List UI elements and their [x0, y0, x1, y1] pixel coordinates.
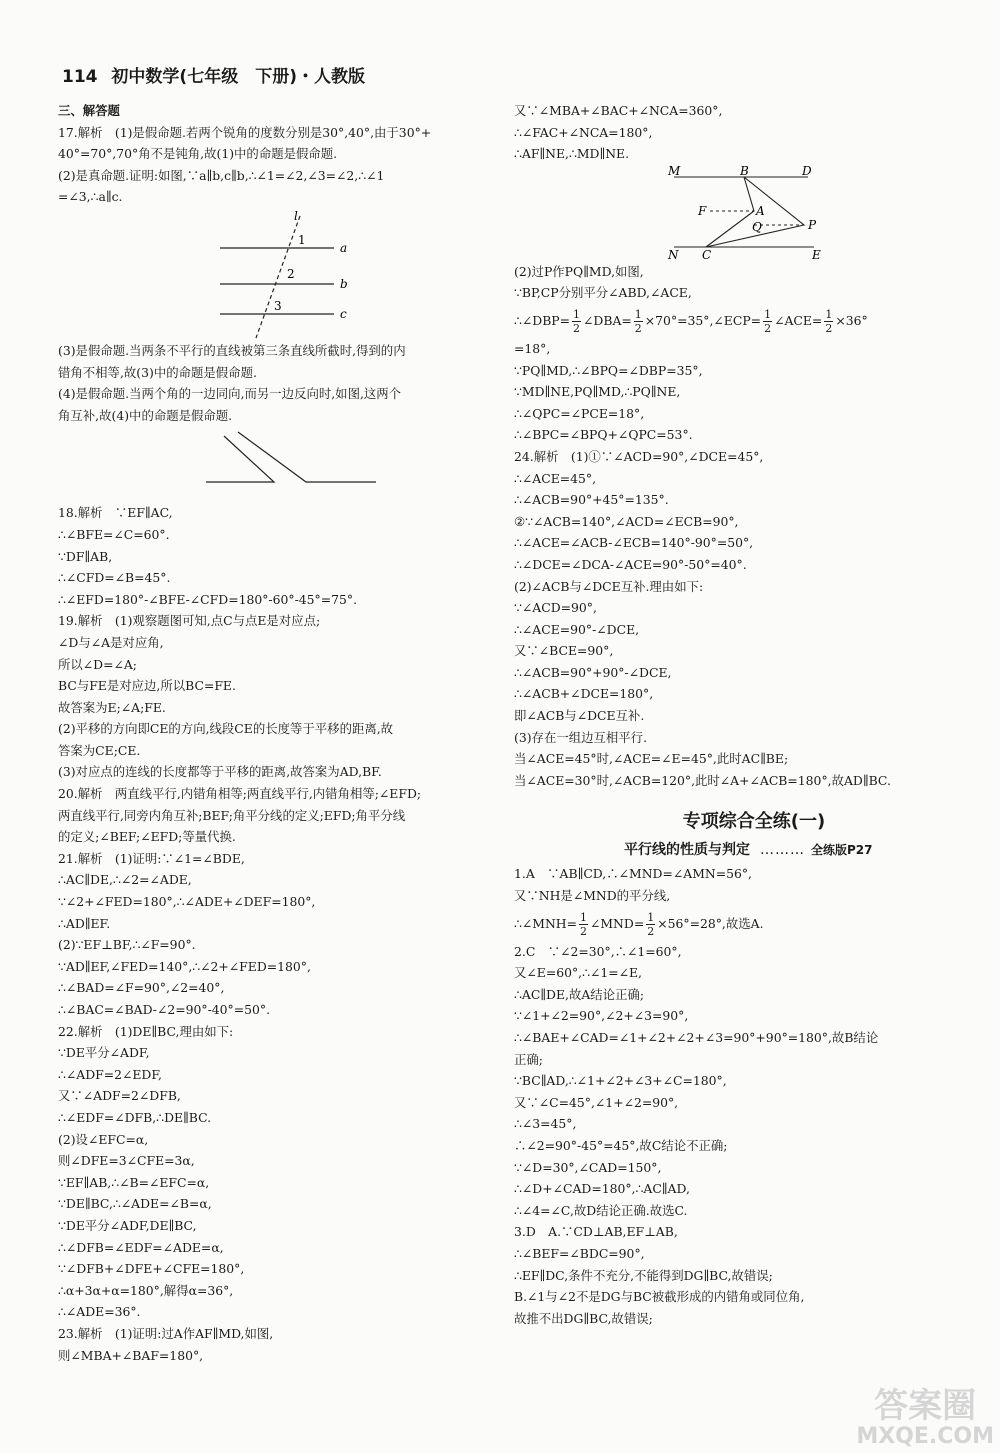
- exercise-1: [514, 863, 954, 940]
- answer-line: ∵AD∥EF,∠FED=140°,∴∠2+∠FED=180°,: [58, 958, 311, 974]
- answer-line: 答案为CE;CE.: [58, 742, 141, 758]
- answer-line: ∴∠ACE=45°,: [514, 470, 597, 486]
- answer-line: 角互补,故(4)中的命题是假命题.: [58, 407, 233, 423]
- answer-line: 24.解析 (1)①∵∠ACD=90°,∠DCE=45°,: [514, 448, 764, 464]
- label-E: E: [812, 247, 821, 261]
- answer-line: (3)对应点的连线的长度都等于平移的距离,故答案为AD,BF.: [58, 764, 382, 780]
- answer-line: 18.解析 ∵EF∥AC,: [58, 505, 173, 521]
- text-part: ×56°=28°,故选A.: [657, 915, 764, 931]
- left-column: [58, 100, 490, 1366]
- text-part: ∴∠MNH=: [514, 915, 577, 931]
- answer-line: 又∵∠MBA+∠BAC+∠NCA=360°,: [514, 103, 723, 118]
- answer-line: ∴∠DCE=∠DCA-∠ACE=90°-50°=40°.: [514, 556, 747, 572]
- answer-line: ∴∠BPC=∠BPQ+∠QPC=53°.: [514, 427, 693, 443]
- book-title: 初中数学(七年级 下册)・人教版: [111, 67, 365, 87]
- denominator: 2: [634, 321, 642, 335]
- answer-line: 则∠MBA+∠BAF=180°,: [58, 1347, 204, 1363]
- parallel-lines-figure: [58, 208, 490, 340]
- answer-line: ∵MD∥NE,PQ∥MD,∴PQ∥NE,: [514, 384, 681, 400]
- label-Q: Q: [752, 219, 762, 234]
- supplementary-angles-figure: [58, 426, 490, 502]
- text-part: ∠MND=: [589, 915, 645, 931]
- right-column: [514, 100, 954, 1329]
- answer-line: ∴∠ADF=2∠EDF,: [58, 1066, 162, 1082]
- page-header: [62, 62, 365, 87]
- answer-line: ∴AF∥NE,∴MD∥NE.: [514, 146, 630, 162]
- answer-line: 所以∠D=∠A;: [58, 656, 137, 672]
- numerator: 1: [825, 307, 833, 321]
- text-part: ∠ACE=: [774, 312, 823, 328]
- answer-19: [58, 610, 490, 783]
- answer-17-cont: [58, 340, 490, 426]
- answer-line: ∴∠ACB=90°+45°=135°.: [514, 492, 669, 508]
- answer-line: 又∵∠C=45°,∠1+∠2=90°,: [514, 1094, 679, 1110]
- numerator: 1: [764, 307, 772, 321]
- answer-line: ∵∠ACD=90°,: [514, 600, 597, 616]
- fraction-line: [514, 907, 954, 941]
- answer-line: ②∵∠ACB=140°,∠ACD=∠ECB=90°,: [514, 513, 739, 529]
- answer-line: ∵BC∥AD,∴∠1+∠2+∠3+∠C=180°,: [514, 1073, 727, 1089]
- answer-23-part2: [514, 261, 954, 446]
- answer-line: ∴∠ADE=36°.: [58, 1304, 141, 1320]
- answer-line: (3)是假命题.当两条不平行的直线被第三条直线所截时,得到的内: [58, 342, 406, 358]
- geometry-figure-mbd: [514, 165, 954, 261]
- answer-17: [58, 122, 490, 208]
- label-l: l: [294, 208, 298, 223]
- answer-line: ∴EF∥DC,条件不充分,不能得到DG∥BC,故错误;: [514, 1267, 773, 1283]
- answer-line: ∴∠4=∠C,故D结论正确.故选C.: [514, 1202, 688, 1218]
- answer-line: ∴AC∥DE,故A结论正确;: [514, 986, 645, 1002]
- label-N: N: [668, 247, 679, 261]
- answer-line: (2)∵EF⊥BF,∴∠F=90°.: [58, 937, 196, 953]
- answer-line: ∴∠3=45°,: [514, 1116, 577, 1132]
- label-A: A: [756, 203, 765, 218]
- answer-line: ∵DE∥BC,∴∠ADE=∠B=α,: [58, 1196, 212, 1212]
- answer-line: ∴∠BEF=∠BDC=90°,: [514, 1245, 645, 1261]
- answer-line: 两直线平行,同旁内角互补;BEF;角平分线的定义;EFD;角平分线: [58, 807, 406, 823]
- denominator: 2: [764, 321, 772, 335]
- answer-line: =∠3,∴a∥c.: [58, 189, 123, 205]
- text-part: ×36°: [835, 312, 868, 328]
- answer-line: 又∠E=60°,∴∠1=∠E,: [514, 965, 642, 981]
- fraction: [634, 308, 643, 335]
- answer-line: B.∠1与∠2不是DG与BC被截形成的内错角或同位角,: [514, 1289, 805, 1305]
- exercise-3: [514, 1221, 954, 1329]
- numerator: 1: [573, 307, 581, 321]
- answer-line: (4)是假命题.当两个角的一边同向,而另一边反向时,如图,这两个: [58, 386, 402, 402]
- text-part: ∠DBA=: [583, 312, 632, 328]
- answer-line: 的定义;∠BEF;∠EFD;等量代换.: [58, 829, 236, 845]
- answer-line: ∠D与∠A是对应角,: [58, 634, 164, 650]
- answer-line: ∴∠BAE+∠CAD=∠1+∠2+∠2+∠3=90°+90°=180°,故B结论: [514, 1030, 879, 1045]
- answer-line: ∵∠1+∠2=90°,∠2+∠3=90°,: [514, 1008, 689, 1024]
- answer-line: ∴∠BFE=∠C=60°.: [58, 526, 170, 542]
- text-part: ×70°=35°,∠ECP=: [644, 312, 762, 328]
- answer-line: ∴∠ACB+∠DCE=180°,: [514, 686, 654, 702]
- answer-line: ∴AD∥EF.: [58, 915, 111, 931]
- fraction: [646, 911, 655, 938]
- answer-line: ∵∠D=30°,∠CAD=150°,: [514, 1159, 662, 1175]
- answer-22: [58, 1021, 490, 1323]
- answer-18: [58, 502, 490, 610]
- numerator: 1: [579, 910, 587, 924]
- denominator: 2: [825, 321, 833, 335]
- fraction: [763, 308, 772, 335]
- answer-line: (2)过P作PQ∥MD,如图,: [514, 263, 644, 279]
- label-F: F: [698, 203, 707, 218]
- answer-line: (2)设∠EFC=α,: [58, 1131, 149, 1147]
- fraction: [572, 308, 581, 335]
- answer-line: (2)∠ACB与∠DCE互补.理由如下:: [514, 578, 704, 594]
- label-angle-2: 2: [287, 266, 295, 281]
- answer-21: [58, 848, 490, 1021]
- answer-line: ∴∠CFD=∠B=45°.: [58, 570, 171, 586]
- label-P: P: [808, 217, 817, 232]
- answer-line: 则∠DFE=3∠CFE=3α,: [58, 1153, 195, 1169]
- answer-24: [514, 446, 954, 792]
- label-b: b: [340, 276, 348, 291]
- watermark-line: 答案圈: [874, 1386, 977, 1426]
- denominator: 2: [647, 924, 655, 938]
- numerator: 1: [647, 910, 655, 924]
- answer-line: ∴∠EDF=∠DFB,∴DE∥BC.: [58, 1109, 212, 1125]
- page-reference: 全练版P27: [811, 843, 873, 858]
- fraction-line: [514, 304, 954, 338]
- answer-line: 当∠ACE=45°时,∠ACE=∠E=45°,此时AC∥BE;: [514, 751, 789, 767]
- answer-line: 17.解析 (1)是假命题.若两个锐角的度数分别是30°,40°,由于30°+: [58, 124, 432, 140]
- answer-line: ∴∠EFD=180°-∠BFE-∠CFD=180°-60°-45°=75°.: [58, 591, 358, 607]
- fraction: [824, 308, 833, 335]
- section-heading: 三、解答题: [58, 103, 120, 118]
- answer-line: ∴∠2=90°-45°=45°,故C结论不正确;: [514, 1137, 728, 1153]
- answer-line: 即∠ACB与∠DCE互补.: [514, 708, 645, 724]
- leader-dots: ………: [760, 842, 805, 859]
- answer-23: [58, 1323, 490, 1366]
- answer-line: 23.解析 (1)证明:过A作AF∥MD,如图,: [58, 1325, 274, 1341]
- answer-line: 22.解析 (1)DE∥BC,理由如下:: [58, 1023, 234, 1039]
- subtitle-text: 平行线的性质与判定: [624, 842, 750, 859]
- answer-line: 又∵∠BCE=90°,: [514, 643, 614, 659]
- exercise-2: [514, 941, 954, 1222]
- label-C: C: [702, 247, 712, 261]
- answer-line: ∵DE平分∠ADF,: [58, 1045, 150, 1061]
- answer-line: 错角不相等,故(3)中的命题是假命题.: [58, 364, 257, 380]
- answer-line: (2)平移的方向即CE的方向,线段CE的长度等于平移的距离,故: [58, 721, 394, 737]
- answer-line: ∴∠DFB=∠EDF=∠ADE=α,: [58, 1239, 224, 1255]
- fraction: [579, 911, 588, 938]
- answer-line: ∴∠BAC=∠BAD-∠2=90°-40°=50°.: [58, 1002, 271, 1017]
- label-angle-3: 3: [274, 298, 282, 313]
- answer-20: [58, 783, 490, 848]
- label-M: M: [668, 164, 681, 178]
- answer-line: ∵∠DFB+∠DFE+∠CFE=180°,: [58, 1261, 245, 1277]
- watermark-logo: [856, 1387, 994, 1449]
- answer-line: 正确;: [514, 1051, 543, 1067]
- answer-23-cont: [514, 100, 954, 165]
- answer-line: ∵DF∥AB,: [58, 548, 113, 564]
- answer-line: ∴AC∥DE,∴∠2=∠ADE,: [58, 872, 192, 888]
- answer-line: ∴∠FAC+∠NCA=180°,: [514, 124, 653, 140]
- answer-line: BC与FE是对应边,所以BC=FE.: [58, 678, 236, 694]
- answer-line: ∴∠D+∠CAD=180°,∴AC∥AD,: [514, 1181, 690, 1197]
- answer-line: ∴α+3α+α=180°,解得α=36°,: [58, 1282, 234, 1298]
- answer-line: 又∵∠ADF=2∠DFB,: [58, 1088, 181, 1104]
- answer-line: 又∵NH是∠MND的平分线,: [514, 888, 671, 904]
- answer-line: 20.解析 两直线平行,内错角相等;两直线平行,内错角相等;∠EFD;: [58, 786, 422, 802]
- label-angle-1: 1: [298, 232, 306, 247]
- answer-line: 故答案为E;∠A;FE.: [58, 699, 166, 715]
- answer-line: (3)存在一组边互相平行.: [514, 729, 648, 745]
- answer-line: ∴∠BAD=∠F=90°,∠2=40°,: [58, 980, 225, 996]
- special-section-subtitle: [514, 837, 954, 863]
- answer-line: 2.C ∵∠2=30°,∴∠1=60°,: [514, 943, 682, 959]
- denominator: 2: [573, 321, 581, 335]
- answer-line: ∴∠ACE=∠ACB-∠ECB=140°-90°=50°,: [514, 535, 754, 551]
- answer-line: (2)是真命题.证明:如图,∵a∥b,c∥b,∴∠1=∠2,∠3=∠2,∴∠1: [58, 167, 385, 183]
- label-B: B: [740, 164, 749, 178]
- answer-line: 40°=70°,70°角不是钝角,故(1)中的命题是假命题.: [58, 146, 338, 162]
- answer-line: ∵DE平分∠ADF,DE∥BC,: [58, 1217, 197, 1233]
- answer-line: ∵∠2+∠FED=180°,∴∠ADE+∠DEF=180°,: [58, 894, 316, 910]
- answer-line: 故推不出DG∥BC,故错误;: [514, 1310, 653, 1326]
- answer-line: ∵PQ∥MD,∴∠BPQ=∠DBP=35°,: [514, 362, 703, 378]
- answer-line: 当∠ACE=30°时,∠ACB=120°,此时∠A+∠ACB=180°,故AD∥BC.: [514, 772, 891, 788]
- page-number: 114: [62, 67, 98, 87]
- text-part: ∴∠DBP=: [514, 312, 571, 328]
- answer-line: 19.解析 (1)观察题图可知,点C与点E是对应点;: [58, 613, 321, 629]
- answer-line: =18°,: [514, 340, 551, 356]
- numerator: 1: [634, 307, 642, 321]
- answer-line: 1.A ∵AB∥CD,∴∠MND=∠AMN=56°,: [514, 866, 752, 882]
- answer-line: ∴∠ACB=90°+90°-∠DCE,: [514, 664, 672, 680]
- watermark-line: MXQE.COM: [856, 1424, 994, 1449]
- answer-line: 3.D A.∵CD⊥AB,EF⊥AB,: [514, 1224, 678, 1240]
- special-section-title: 专项综合全练(一): [682, 811, 826, 833]
- answer-line: 21.解析 (1)证明:∵∠1=∠BDE,: [58, 850, 245, 866]
- denominator: 2: [579, 924, 587, 938]
- answer-line: ∴∠ACE=90°-∠DCE,: [514, 621, 640, 637]
- label-D: D: [802, 164, 812, 178]
- answer-line: ∵EF∥AB,∴∠B=∠EFC=α,: [58, 1174, 210, 1190]
- label-c: c: [340, 306, 347, 321]
- answer-line: ∴∠QPC=∠PCE=18°,: [514, 405, 645, 421]
- answer-line: ∵BP,CP分别平分∠ABD,∠ACE,: [514, 285, 692, 301]
- label-a: a: [340, 240, 348, 255]
